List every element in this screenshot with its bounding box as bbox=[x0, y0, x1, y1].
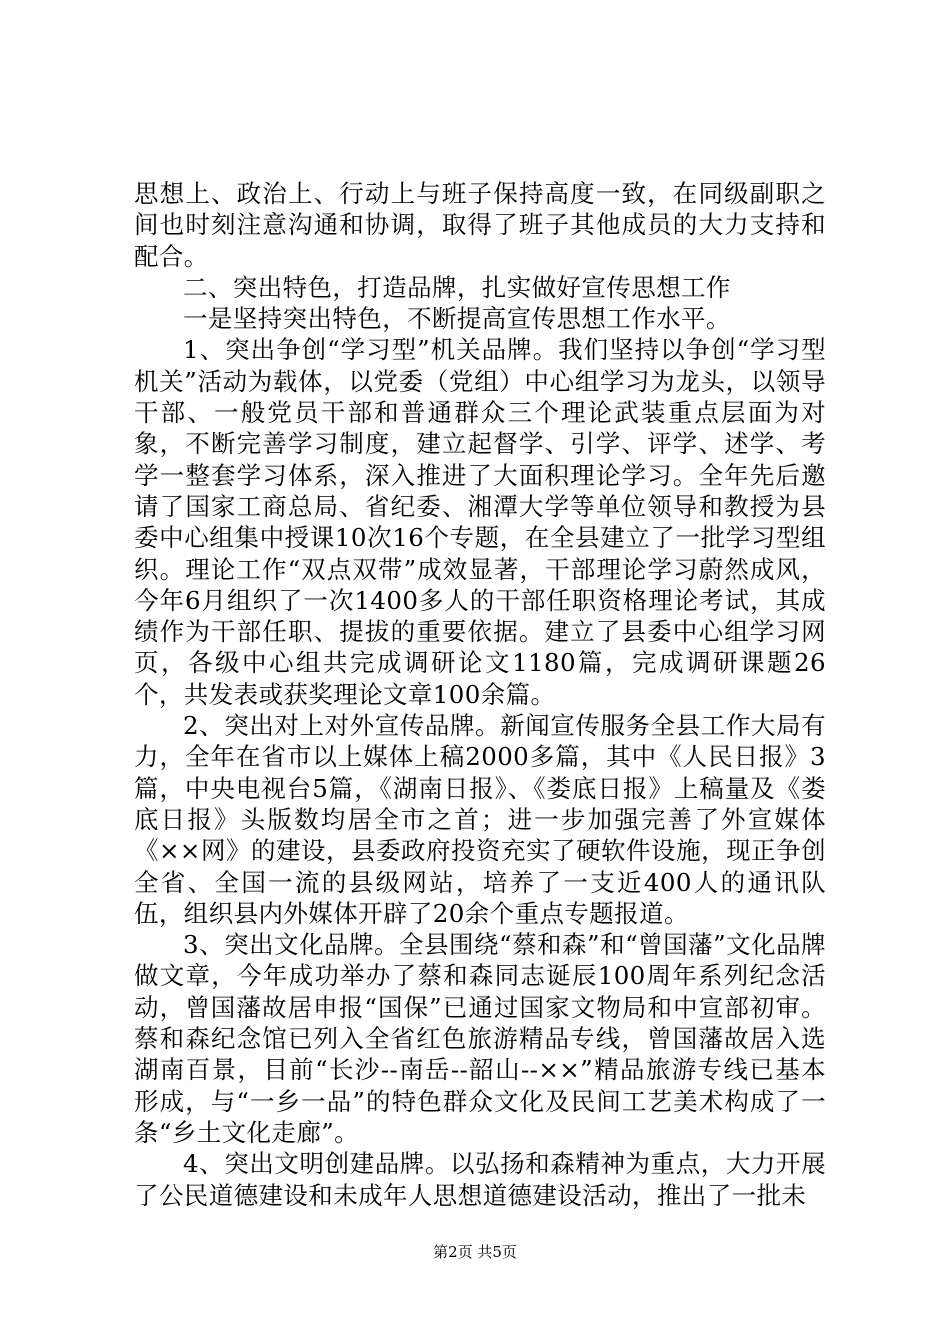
subsection-heading: 一是坚持突出特色，不断提高宣传思想工作水平。 bbox=[183, 304, 731, 334]
document-body bbox=[134, 178, 826, 1211]
paragraph-culture-brand: 3、突出文化品牌。全县围绕“蔡和森”和“曾国藩”文化品牌做文章，今年成功举办了蔡和森同志诞辰100周年系列纪念活动，曾国藩故居申报“国保”已通过国家文物局和中宣部初审。蔡和森纪念馆已列入全省红色旅游精品专线，曾国藩故居入选湖南百景，目前“长沙--南岳--韶山--××”精品旅游专线已基本形成，与“一乡一品”的特色群众文化及民间工艺美术构成了一条“乡土文化走廊”。 bbox=[134, 930, 826, 1147]
page-number-footer: 第2页 共5页 bbox=[433, 1243, 517, 1261]
paragraph-civilization-brand: 4、突出文明创建品牌。以弘扬和森精神为重点，大力开展了公民道德建设和未成年人思想道德建设活动，推出了一批未 bbox=[134, 1149, 826, 1210]
paragraph-continuation: 思想上、政治上、行动上与班子保持高度一致，在同级副职之间也时刻注意沟通和协调，取得了班子其他成员的大力支持和配合。 bbox=[134, 179, 826, 271]
paragraph-learning-brand: 1、突出争创“学习型”机关品牌。我们坚持以争创“学习型机关”活动为载体，以党委（党组）中心组学习为龙头，以领导干部、一般党员干部和普通群众三个理论武装重点层面为对象，不断完善学习制度，建立起督学、引学、评学、述学、考学一整套学习体系，深入推进了大面积理论学习。全年先后邀请了国家工商总局、省纪委、湘潭大学等单位领导和教授为县委中心组集中授课10次16个专题，在全县建立了一批学习型组织。理论工作“双点双带”成效显著，干部理论学习蔚然成风，今年6月组织了一次1400多人的干部任职资格理论考试，其成绩作为干部任职、提拔的重要依据。建立了县委中心组学习网页，各级中心组共完成调研论文1180篇，完成调研课题26个，共发表或获奖理论文章100余篇。 bbox=[134, 335, 826, 709]
section-heading: 二、突出特色，打造品牌，扎实做好宣传思想工作 bbox=[183, 272, 731, 302]
paragraph-publicity-brand: 2、突出对上对外宣传品牌。新闻宣传服务全县工作大局有力，全年在省市以上媒体上稿2000多篇，其中《人民日报》3篇，中央电视台5篇，《湖南日报》、《娄底日报》上稿量及《娄底日报》头版数均居全市之首；进一步加强完善了外宣媒体《××网》的建设，县委政府投资充实了硬软件设施，现正争创全省、全国一流的县级网站，培养了一支近400人的通讯队伍，组织县内外媒体开辟了20余个重点专题报道。 bbox=[134, 711, 826, 928]
